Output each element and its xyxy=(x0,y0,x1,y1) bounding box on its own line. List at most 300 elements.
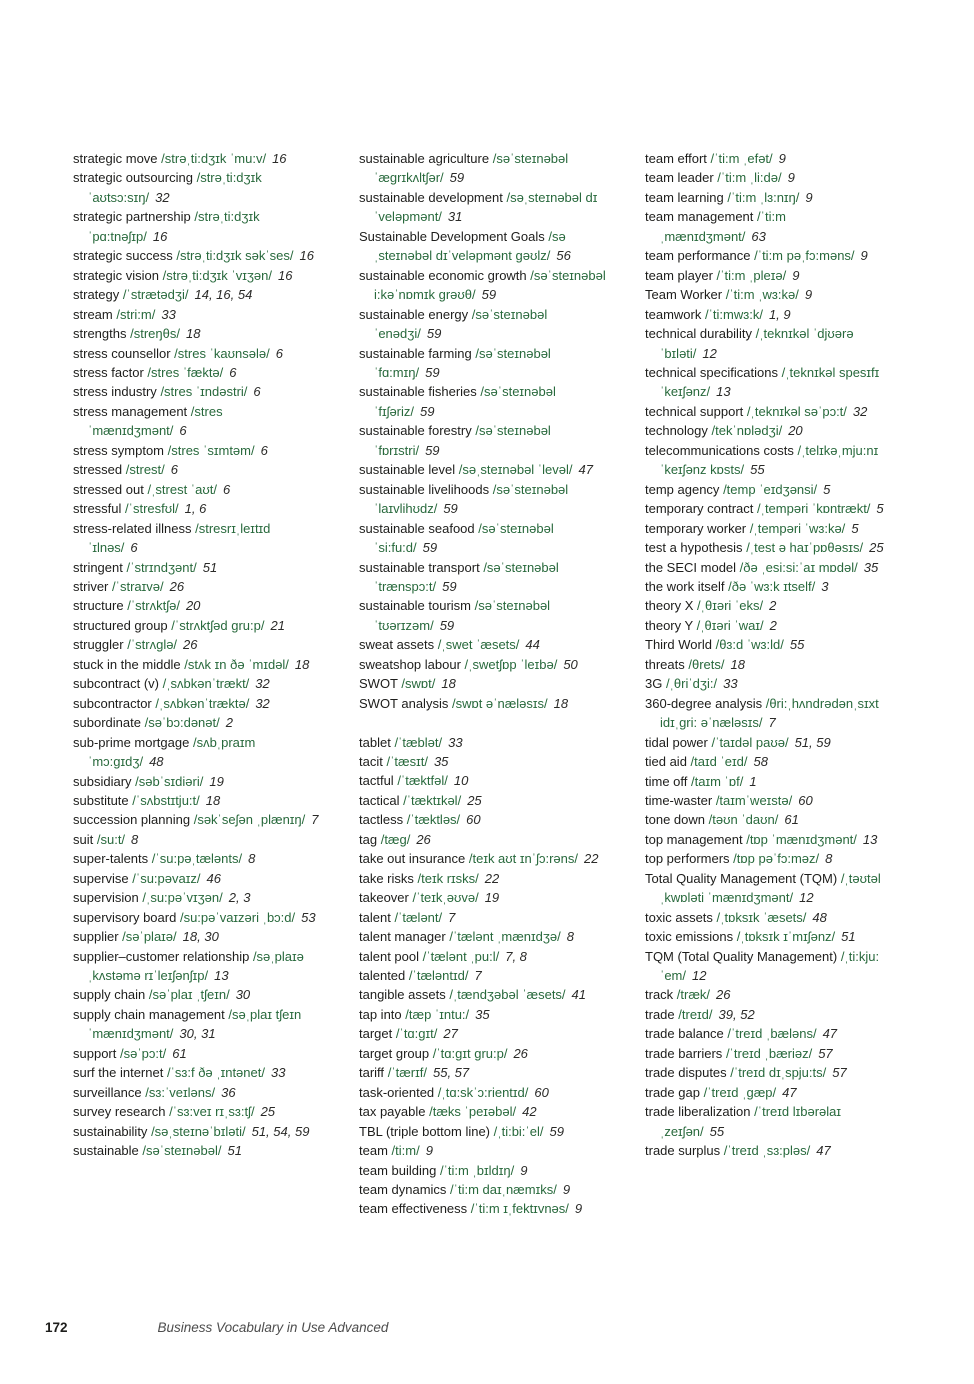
index-entry xyxy=(359,694,609,713)
index-entry xyxy=(645,149,895,168)
page-references: 59 xyxy=(420,403,435,419)
phonetic-transcription: /ˈtærɪf/ xyxy=(387,1065,427,1081)
index-term: talented xyxy=(359,968,406,984)
index-entry xyxy=(73,596,323,615)
page-references: 59 xyxy=(422,540,438,556)
phonetic-transcription: /θri:ˌhʌndrədənˌsɪxt idɪˌgri: əˈnæləsɪs/ xyxy=(660,695,879,731)
phonetic-transcription: /səkˈseʃən ˌplænɪŋ/ xyxy=(193,812,306,828)
index-term: time off xyxy=(645,773,688,789)
phonetic-transcription: /ˈtreɪd ˌgæp/ xyxy=(703,1084,777,1100)
index-entry xyxy=(359,1161,609,1180)
index-term: TQM (Total Quality Management) xyxy=(645,948,838,964)
phonetic-transcription: /səˈsteɪnəbəl ˈsi:fu:d/ xyxy=(374,520,554,556)
index-entry xyxy=(359,1122,609,1141)
page-references: 8 xyxy=(131,831,139,847)
index-entry xyxy=(73,908,323,927)
phonetic-transcription: /su:t/ xyxy=(96,831,126,847)
index-term: sweatshop labour xyxy=(359,656,461,672)
index-entry xyxy=(645,655,895,674)
page-references: 6 xyxy=(275,345,283,361)
index-term: survey research xyxy=(73,1104,166,1120)
index-term: stress management xyxy=(73,403,188,419)
phonetic-transcription: /tekˈnɒlədʒi/ xyxy=(711,423,783,439)
index-term: sustainable livelihoods xyxy=(359,481,490,497)
phonetic-transcription: /ti:m/ xyxy=(391,1143,420,1159)
index-entry xyxy=(73,635,323,654)
phonetic-transcription: /ˈtreɪd ˌbæləns/ xyxy=(727,1026,817,1042)
phonetic-transcription: /stres ˈfæktə/ xyxy=(147,364,224,380)
index-term: subcontract (v) xyxy=(73,676,159,692)
page-references: 30 xyxy=(235,987,251,1003)
index-entry xyxy=(73,1122,323,1141)
index-term: trade balance xyxy=(645,1026,724,1042)
index-entry xyxy=(645,266,895,285)
index-entry xyxy=(645,1044,895,1063)
phonetic-transcription: /ðə ˌesi:si:ˈaɪ mɒdəl/ xyxy=(739,559,858,575)
index-term: SWOT xyxy=(359,676,398,692)
index-term: tone down xyxy=(645,812,705,828)
page-references: 5 xyxy=(823,481,831,497)
index-term: technical support xyxy=(645,403,744,419)
index-entry xyxy=(359,908,609,927)
index-entry xyxy=(645,285,895,304)
page-references: 51 xyxy=(841,929,856,945)
phonetic-transcription: /ˈsɜ:f ðə ˌɪntənet/ xyxy=(166,1065,265,1081)
page-references: 33 xyxy=(448,734,463,750)
index-term: sustainable development xyxy=(359,189,503,205)
phonetic-transcription: /ˌsʌbkənˈtræktə/ xyxy=(155,695,250,711)
page-references: 47 xyxy=(816,1143,831,1159)
phonetic-transcription: /ˈtælənt ˌpu:l/ xyxy=(422,948,500,964)
phonetic-transcription: /strəˌti:dʒɪk ˈmu:v/ xyxy=(161,151,267,166)
index-term: team performance xyxy=(645,248,751,264)
phonetic-transcription: /ˌtɒksɪk ˈæsets/ xyxy=(716,909,807,925)
page-references: 26 xyxy=(169,578,185,594)
page-references: 55 xyxy=(750,462,765,478)
index-term: suit xyxy=(73,831,94,847)
index-term: tax payable xyxy=(359,1104,426,1120)
index-term: strategic vision xyxy=(73,267,159,283)
index-term: stressful xyxy=(73,501,122,517)
index-entry xyxy=(73,947,323,986)
index-entry xyxy=(645,985,895,1004)
index-term: structure xyxy=(73,598,124,614)
index-entry xyxy=(359,596,609,635)
index-entry xyxy=(645,810,895,829)
index-entry xyxy=(645,830,895,849)
index-entry xyxy=(359,227,609,266)
phonetic-transcription: /tæks ˈpeɪəbəl/ xyxy=(429,1104,517,1120)
phonetic-transcription: /səˌsteɪnəbəl dɪˈveləpmənt gəʊlz/ xyxy=(374,228,566,264)
phonetic-transcription: /ˈteɪkˌəʊvə/ xyxy=(412,890,479,906)
index-term: tacit xyxy=(359,754,383,770)
page-references: 50 xyxy=(563,656,578,672)
index-term: takeover xyxy=(359,890,409,906)
index-entry xyxy=(359,305,609,344)
page-references: 51 xyxy=(227,1143,242,1159)
page-references: 6 xyxy=(222,481,231,497)
index-term: talent xyxy=(359,909,391,925)
index-columns xyxy=(73,149,895,1219)
index-entry xyxy=(359,655,609,674)
index-term: strategic success xyxy=(73,248,173,264)
phonetic-transcription: /ˌθɪəri ˈeks/ xyxy=(697,598,764,614)
phonetic-transcription: /sʌbˌpraɪm ˈmɔ:gɪdʒ/ xyxy=(88,734,256,770)
phonetic-transcription: /strəˌti:dʒɪk ˈpɑ:tnəʃɪp/ xyxy=(88,209,260,244)
phonetic-transcription: /ˈsʌbstɪtju:t/ xyxy=(132,792,200,808)
index-entry xyxy=(73,1102,323,1121)
phonetic-transcription: /ˌswetʃɒp ˈleɪbə/ xyxy=(464,656,558,672)
index-entry xyxy=(73,791,323,810)
index-term: supply chain management xyxy=(73,1006,225,1022)
index-term: take risks xyxy=(359,870,414,886)
phonetic-transcription: /ˈtreɪd lɪbərəlaɪˌzeɪʃən/ xyxy=(660,1104,842,1139)
index-entry xyxy=(73,927,323,946)
index-entry xyxy=(73,558,323,577)
index-term: tied aid xyxy=(645,754,687,770)
page-references: 60 xyxy=(798,792,813,808)
index-column-3 xyxy=(645,149,895,1219)
phonetic-transcription: /səˈsteɪnəbəl ˈtrænspɔ:t/ xyxy=(374,559,559,594)
page-references: 26 xyxy=(716,987,731,1003)
index-entry xyxy=(73,207,323,246)
page-references: 2 xyxy=(769,617,777,633)
phonetic-transcription: /səˈsteɪnəbəl ˈfɒrɪstri/ xyxy=(374,423,551,458)
phonetic-transcription: /ˌsʌbkənˈtrækt/ xyxy=(162,676,250,692)
page-references: 48 xyxy=(149,754,164,770)
page-references: 18 xyxy=(730,656,745,672)
page-references: 20 xyxy=(185,598,201,614)
page-references: 13 xyxy=(214,968,229,984)
index-entry xyxy=(73,519,323,558)
index-entry xyxy=(73,499,323,518)
page-references: 10 xyxy=(453,773,469,789)
page-references: 21 xyxy=(270,617,285,633)
index-term: stress-related illness xyxy=(73,520,192,536)
index-term: team leader xyxy=(645,170,714,186)
index-entry xyxy=(73,344,323,363)
phonetic-transcription: /səˈplaɪə/ xyxy=(122,929,177,945)
page-references: 35 xyxy=(475,1006,490,1022)
phonetic-transcription: /ˈtælənt/ xyxy=(394,909,443,925)
index-term: test a hypothesis xyxy=(645,540,743,556)
index-entry xyxy=(359,460,609,479)
page-references: 59 xyxy=(425,364,440,380)
index-entry xyxy=(645,577,895,596)
phonetic-transcription: /səˈsteɪnəbəl ˈægrɪkʌltʃər/ xyxy=(374,151,569,186)
page-references: 53 xyxy=(301,909,316,925)
phonetic-transcription: /ˈtæktləs/ xyxy=(406,812,461,828)
page-references: 13 xyxy=(716,384,731,400)
phonetic-transcription: /ˈsu:pəvaɪz/ xyxy=(132,870,201,886)
phonetic-transcription: /səbˈsɪdiəri/ xyxy=(135,773,204,789)
index-column-1 xyxy=(73,149,323,1219)
page-references: 6 xyxy=(179,423,187,439)
index-term: team xyxy=(359,1143,388,1159)
phonetic-transcription: /ˌtelɪkəˌmju:nɪˈkeɪʃənz kɒsts/ xyxy=(660,442,879,478)
index-entry xyxy=(73,810,323,829)
index-entry xyxy=(359,985,609,1004)
index-term: subordinate xyxy=(73,715,141,731)
page-number: 172 xyxy=(45,1320,68,1335)
phonetic-transcription: /ˈti:m ˌefət/ xyxy=(710,151,773,166)
index-entry xyxy=(73,149,323,168)
index-entry xyxy=(73,266,323,285)
index-term: subcontractor xyxy=(73,695,152,711)
index-entry xyxy=(359,947,609,966)
phonetic-transcription: /ˌθɪəri ˈwaɪ/ xyxy=(696,617,764,633)
index-entry xyxy=(359,849,609,868)
page-references: 59 xyxy=(426,326,442,342)
index-term: substitute xyxy=(73,792,129,808)
page-references: 6 xyxy=(260,442,268,458)
index-entry xyxy=(645,519,895,538)
page-references: 2 xyxy=(225,715,233,731)
phonetic-transcription: /strest/ xyxy=(125,462,165,478)
page-references: 19 xyxy=(484,890,500,906)
index-entry xyxy=(645,772,895,791)
index-term: succession planning xyxy=(73,812,191,828)
phonetic-transcription: /ˈti:m pəˌfɔ:məns/ xyxy=(754,248,855,264)
index-entry xyxy=(359,635,609,654)
index-entry xyxy=(645,421,895,440)
page-references: 8 xyxy=(248,851,256,867)
page-references: 61 xyxy=(172,1045,187,1061)
index-entry xyxy=(645,480,895,499)
index-term: toxic assets xyxy=(645,909,713,925)
page-references: 46 xyxy=(206,870,221,886)
page-references: 33 xyxy=(270,1065,286,1081)
page-references: 27 xyxy=(443,1026,458,1042)
index-term: threats xyxy=(645,656,685,672)
index-term: talent pool xyxy=(359,948,419,964)
index-entry xyxy=(359,791,609,810)
page-references: 36 xyxy=(221,1084,236,1100)
phonetic-transcription: /səˈbɔ:dənət/ xyxy=(144,715,220,731)
phonetic-transcription: /stres ˈɪndəstri/ xyxy=(160,384,248,400)
index-term: 3G xyxy=(645,676,663,692)
page-references: 7 xyxy=(311,812,319,828)
page-references: 18 xyxy=(185,326,201,342)
page-references: 51, 59 xyxy=(794,734,831,750)
phonetic-transcription: /ˌswet ˈæsets/ xyxy=(437,637,520,653)
phonetic-transcription: /stres ˈsɪmtəm/ xyxy=(167,442,255,458)
index-term: super-talents xyxy=(73,851,149,867)
index-entry xyxy=(359,1199,609,1218)
index-term: sub-prime mortgage xyxy=(73,734,190,750)
phonetic-transcription: /tɒp ˈmænɪdʒmənt/ xyxy=(746,831,857,847)
index-entry xyxy=(73,285,323,304)
index-term: 360-degree analysis xyxy=(645,695,763,711)
index-entry xyxy=(73,246,323,265)
index-term: sustainable energy xyxy=(359,306,469,322)
phonetic-transcription: /ˌti:kju:ˈem/ xyxy=(660,948,880,984)
index-entry xyxy=(73,713,323,732)
phonetic-transcription: /səˈsteɪnəbəl ˈfɪʃəriz/ xyxy=(374,384,556,419)
index-term: supervise xyxy=(73,870,129,886)
index-term: task-oriented xyxy=(359,1084,435,1100)
index-entry xyxy=(359,1083,609,1102)
page-references: 22 xyxy=(583,851,599,867)
index-term: supplier xyxy=(73,929,119,945)
index-entry xyxy=(73,985,323,1004)
phonetic-transcription: /tɒp pəˈfɔ:məz/ xyxy=(733,851,820,867)
index-term: strengths xyxy=(73,326,127,342)
phonetic-transcription: /ˈti:m ˌbɪldɪŋ/ xyxy=(439,1162,515,1178)
page-references: 1, 6 xyxy=(184,501,207,517)
page-references: 47 xyxy=(782,1084,797,1100)
page-references: 18 xyxy=(294,656,310,672)
index-term: stuck in the middle xyxy=(73,656,181,672)
index-entry xyxy=(359,266,609,305)
phonetic-transcription: /ˈstrɪndʒənt/ xyxy=(126,559,197,575)
index-term: sustainable xyxy=(73,1143,139,1159)
index-term: team building xyxy=(359,1162,437,1178)
phonetic-transcription: /ˈstrætədʒi/ xyxy=(122,287,189,303)
page-references: 9 xyxy=(805,189,813,205)
index-term: sustainable economic growth xyxy=(359,267,527,283)
page-references: 1 xyxy=(749,773,757,789)
index-entry xyxy=(645,1063,895,1082)
page-references: 9 xyxy=(792,267,800,283)
index-entry xyxy=(645,869,895,908)
phonetic-transcription: /ˈti:m ˌlɜ:nɪŋ/ xyxy=(727,189,800,205)
phonetic-transcription: /ˈtreɪd dɪˌspju:ts/ xyxy=(730,1065,827,1081)
index-term: sustainable level xyxy=(359,462,456,478)
index-entry xyxy=(645,499,895,518)
index-term: structured group xyxy=(73,617,168,633)
index-column-2 xyxy=(359,149,609,1219)
index-entry xyxy=(359,188,609,227)
index-term: sustainable seafood xyxy=(359,520,475,536)
index-entry xyxy=(73,1044,323,1063)
phonetic-transcription: /tæp ˈɪntu:/ xyxy=(405,1006,470,1022)
page-references: 33 xyxy=(161,306,176,322)
index-term: take out insurance xyxy=(359,851,466,867)
page-references: 16 xyxy=(152,228,168,244)
index-entry xyxy=(73,324,323,343)
phonetic-transcription: /səˈsteɪnəbəl ˈlaɪvlihʊdz/ xyxy=(374,481,569,517)
index-term: tap into xyxy=(359,1006,402,1022)
page-references: 59 xyxy=(425,442,440,458)
page-references: 16 xyxy=(299,248,314,264)
index-term: Total Quality Management (TQM) xyxy=(645,870,838,886)
page-references: 33 xyxy=(723,676,738,692)
page-references: 58 xyxy=(753,754,768,770)
index-term: tidal power xyxy=(645,734,708,750)
page-references: 32 xyxy=(255,676,270,692)
index-entry xyxy=(645,674,895,693)
page-references: 47 xyxy=(578,462,593,478)
page-references: 55 xyxy=(709,1123,725,1139)
page-references: 8 xyxy=(566,929,575,945)
page-references: 3 xyxy=(821,578,829,594)
phonetic-transcription: /ˌtempəri ˈkɒntrækt/ xyxy=(757,501,871,517)
page-references: 60 xyxy=(466,812,481,828)
phonetic-transcription: /strəˌti:dʒɪk ˈaʊtsɔ:sɪŋ/ xyxy=(88,170,262,205)
index-term: sweat assets xyxy=(359,637,435,653)
phonetic-transcription: /ˈti:m ɪˌfektɪvnəs/ xyxy=(470,1201,569,1217)
index-entry xyxy=(73,305,323,324)
index-entry xyxy=(359,480,609,519)
index-entry xyxy=(645,1083,895,1102)
page-references: 13 xyxy=(862,831,878,847)
index-entry xyxy=(359,519,609,558)
index-term: trade disputes xyxy=(645,1065,727,1081)
page-references: 22 xyxy=(484,870,500,886)
index-term: stressed out xyxy=(73,481,144,497)
page-references: 55, 57 xyxy=(432,1065,470,1081)
page-references: 2, 3 xyxy=(228,890,251,906)
index-entry xyxy=(73,869,323,888)
page-references: 9 xyxy=(787,170,795,186)
phonetic-transcription: /ˈti:m ˌmænɪdʒmənt/ xyxy=(660,209,786,244)
phonetic-transcription: /ˌtempəri ˈwɜ:kə/ xyxy=(749,520,846,536)
page-references: 39, 52 xyxy=(718,1006,755,1022)
phonetic-transcription: /ˈtæktɪkəl/ xyxy=(403,792,462,808)
index-entry xyxy=(73,772,323,791)
phonetic-transcription: /taɪd ˈeɪd/ xyxy=(690,754,748,770)
index-entry xyxy=(645,558,895,577)
index-term: stringent xyxy=(73,559,123,575)
page-references: 26 xyxy=(513,1045,528,1061)
phonetic-transcription: /ˌstrest ˈaʊt/ xyxy=(147,481,217,497)
phonetic-transcription: /səˈsteɪnəbəl ˈfɑ:mɪŋ/ xyxy=(374,345,551,380)
index-term: technical durability xyxy=(645,326,752,342)
index-term: target xyxy=(359,1026,393,1042)
index-entry xyxy=(73,382,323,401)
page-references: 32 xyxy=(155,189,170,205)
index-term: SWOT analysis xyxy=(359,695,449,711)
index-term: top management xyxy=(645,831,743,847)
page-references: 63 xyxy=(751,228,766,244)
page-references: 7 xyxy=(448,909,456,925)
index-entry xyxy=(645,305,895,324)
index-entry xyxy=(645,188,895,207)
index-term: sustainable fisheries xyxy=(359,384,477,400)
phonetic-transcription: /ˈtælənt ˌmænɪdʒə/ xyxy=(449,929,561,945)
page-references: 59 xyxy=(439,617,455,633)
page-references: 6 xyxy=(229,364,237,380)
index-term: team management xyxy=(645,209,754,225)
phonetic-transcription: /stʌk ɪn ðə ˈmɪdəl/ xyxy=(184,656,289,672)
phonetic-transcription: /ˈti:m ˌli:də/ xyxy=(717,170,782,186)
phonetic-transcription: /ˈsɜ:veɪ rɪˌsɜ:tʃ/ xyxy=(169,1104,255,1120)
page-references: 18 xyxy=(441,676,456,692)
index-term: striver xyxy=(73,578,109,594)
index-term: tactless xyxy=(359,812,404,828)
page-references: 9 xyxy=(520,1162,528,1178)
index-term: tactical xyxy=(359,792,400,808)
index-entry xyxy=(645,733,895,752)
phonetic-transcription: /ˈstrʌktʃə/ xyxy=(127,598,180,614)
index-entry xyxy=(359,1024,609,1043)
page-references: 6 xyxy=(253,384,261,400)
index-entry xyxy=(359,1102,609,1121)
phonetic-transcription: /sɜ:ˈveɪləns/ xyxy=(145,1084,216,1100)
phonetic-transcription: /taɪmˈweɪstə/ xyxy=(715,792,793,808)
index-entry xyxy=(645,947,895,986)
index-term: support xyxy=(73,1045,117,1061)
index-entry xyxy=(359,1044,609,1063)
phonetic-transcription: /ˈtæblət/ xyxy=(394,734,443,750)
page-references: 9 xyxy=(425,1143,433,1159)
index-term: supplier–customer relationship xyxy=(73,948,250,964)
page-references: 18 xyxy=(205,792,221,808)
index-entry xyxy=(359,421,609,460)
page-references: 6 xyxy=(130,540,138,556)
index-term: talent manager xyxy=(359,929,446,945)
